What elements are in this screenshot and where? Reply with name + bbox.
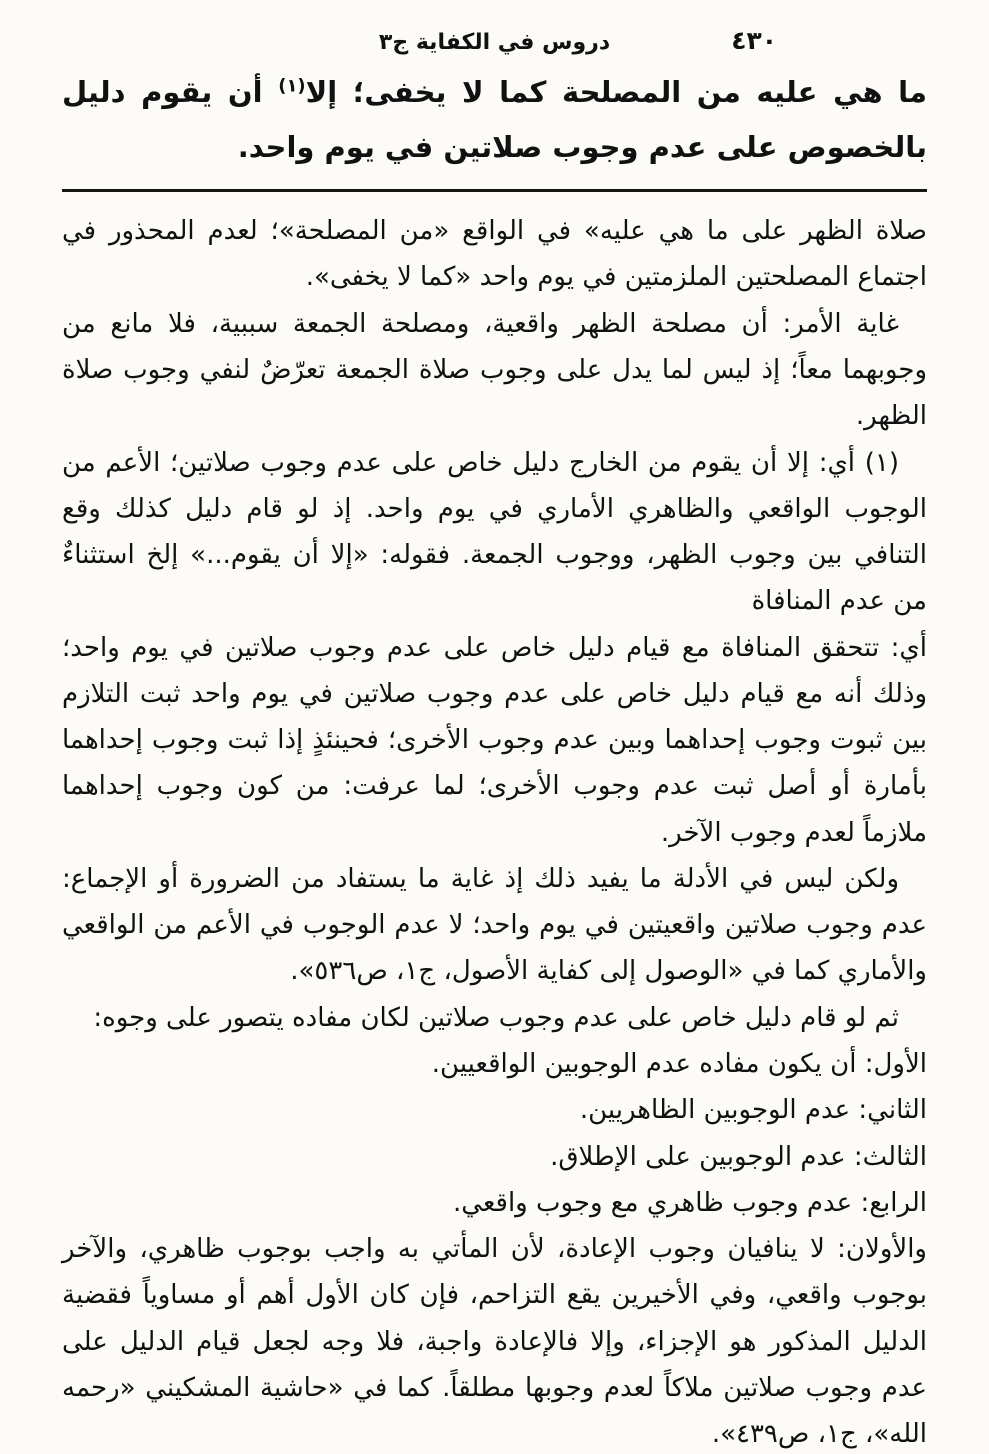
commentary-paragraph: غاية الأمر: أن مصلحة الظهر واقعية، ومصلحة الجمعة سببية، فلا مانع من وجوبهما معاً؛ إذ ليس لما يدل على وجوب صلاة الجمعة تعرّضٌ لنفي وجوب صلاة الظهر. (62, 308, 927, 432)
commentary-section (62, 208, 927, 1454)
footnote-paragraph: (١) أي: إلا أن يقوم من الخارج دليل خاص على عدم وجوب صلاتين؛ الأعم من الوجوب الواقعي والظاهري الأماري في يوم واحد. إذ لو قام دليل كذلك وقع التنافي بين وجوب الظهر، ووجوب الجمعة. فقوله: «إلا أن يقوم...» إلخ استثناءٌ من عدم المنافاة (62, 447, 927, 617)
footnote-marker: (١) (278, 75, 306, 97)
page-number: ٤٣٠ (731, 26, 777, 55)
page-header (62, 26, 927, 55)
matn-text-before-marker: ما هي عليه من المصلحة كما لا يخفى؛ إلا (305, 75, 927, 109)
enumerated-item-fourth: الرابع: عدم وجوب ظاهري مع وجوب واقعي. (453, 1187, 927, 1218)
enumerated-item-second: الثاني: عدم الوجوبين الظاهريين. (579, 1095, 927, 1126)
enumerated-item-first: الأول: أن يكون مفاده عدم الوجوبين الواقعيين. (431, 1048, 927, 1079)
book-title: دروس في الكفاية ج٣ (378, 30, 611, 55)
commentary-paragraph: والأولان: لا ينافيان وجوب الإعادة، لأن المأتي به واجب بوجوب ظاهري، والآخر بوجوب واقعي، وفي الأخيرين يقع التزاحم، فإن كان الأول أهم أو مساوياً فقضية الدليل المذكور هو الإجزاء، وإلا فالإعادة واجبة، فلا وجه لجعل قيام الدليل على عدم وجوب صلاتين ملاكاً لعدم وجوبها مطلقاً. كما في «حاشية المشكيني «رحمه الله»، ج١، ص٤٣٩». (62, 1234, 927, 1450)
commentary-paragraph: أي: تتحقق المنافاة مع قيام دليل خاص على عدم وجوب صلاتين في يوم واحد؛ وذلك أنه مع قيام دليل خاص على عدم وجوب صلاتين في يوم واحد ثبت التلازم بين ثبوت وجوب إحداهما وبين عدم وجوب الأخرى؛ فحينئذٍ إذا ثبت وجوب إحداهما بأمارة أو أصل ثبت عدم وجوب الأخرى؛ لما عرفت: من كون وجوب إحداهما ملازماً لعدم وجوب الآخر. (62, 632, 927, 848)
commentary-paragraph: ولكن ليس في الأدلة ما يفيد ذلك إذ غاية ما يستفاد من الضرورة أو الإجماع: عدم وجوب صلاتين واقعيتين في يوم واحد؛ لا عدم الوجوب في الأعم من الواقعي والأماري كما في «الوصول إلى كفاية الأصول، ج١، ص٥٣٦». (62, 863, 927, 987)
matn-section (62, 65, 927, 175)
enumerated-item-third: الثالث: عدم الوجوبين على الإطلاق. (550, 1141, 927, 1172)
commentary-paragraph: ثم لو قام دليل خاص على عدم وجوب صلاتين لكان مفاده يتصور على وجوه: (93, 1002, 899, 1033)
commentary-paragraph: صلاة الظهر على ما هي عليه» في الواقع «من المصلحة»؛ لعدم المحذور في اجتماع المصلحتين الملزمتين في يوم واحد «كما لا يخفى». (62, 216, 927, 293)
matn-commentary-divider (62, 189, 927, 192)
matn-paragraph (62, 65, 927, 175)
matn-text-after-marker: أن يقوم دليل بالخصوص على عدم وجوب صلاتين في يوم واحد. (62, 75, 927, 165)
